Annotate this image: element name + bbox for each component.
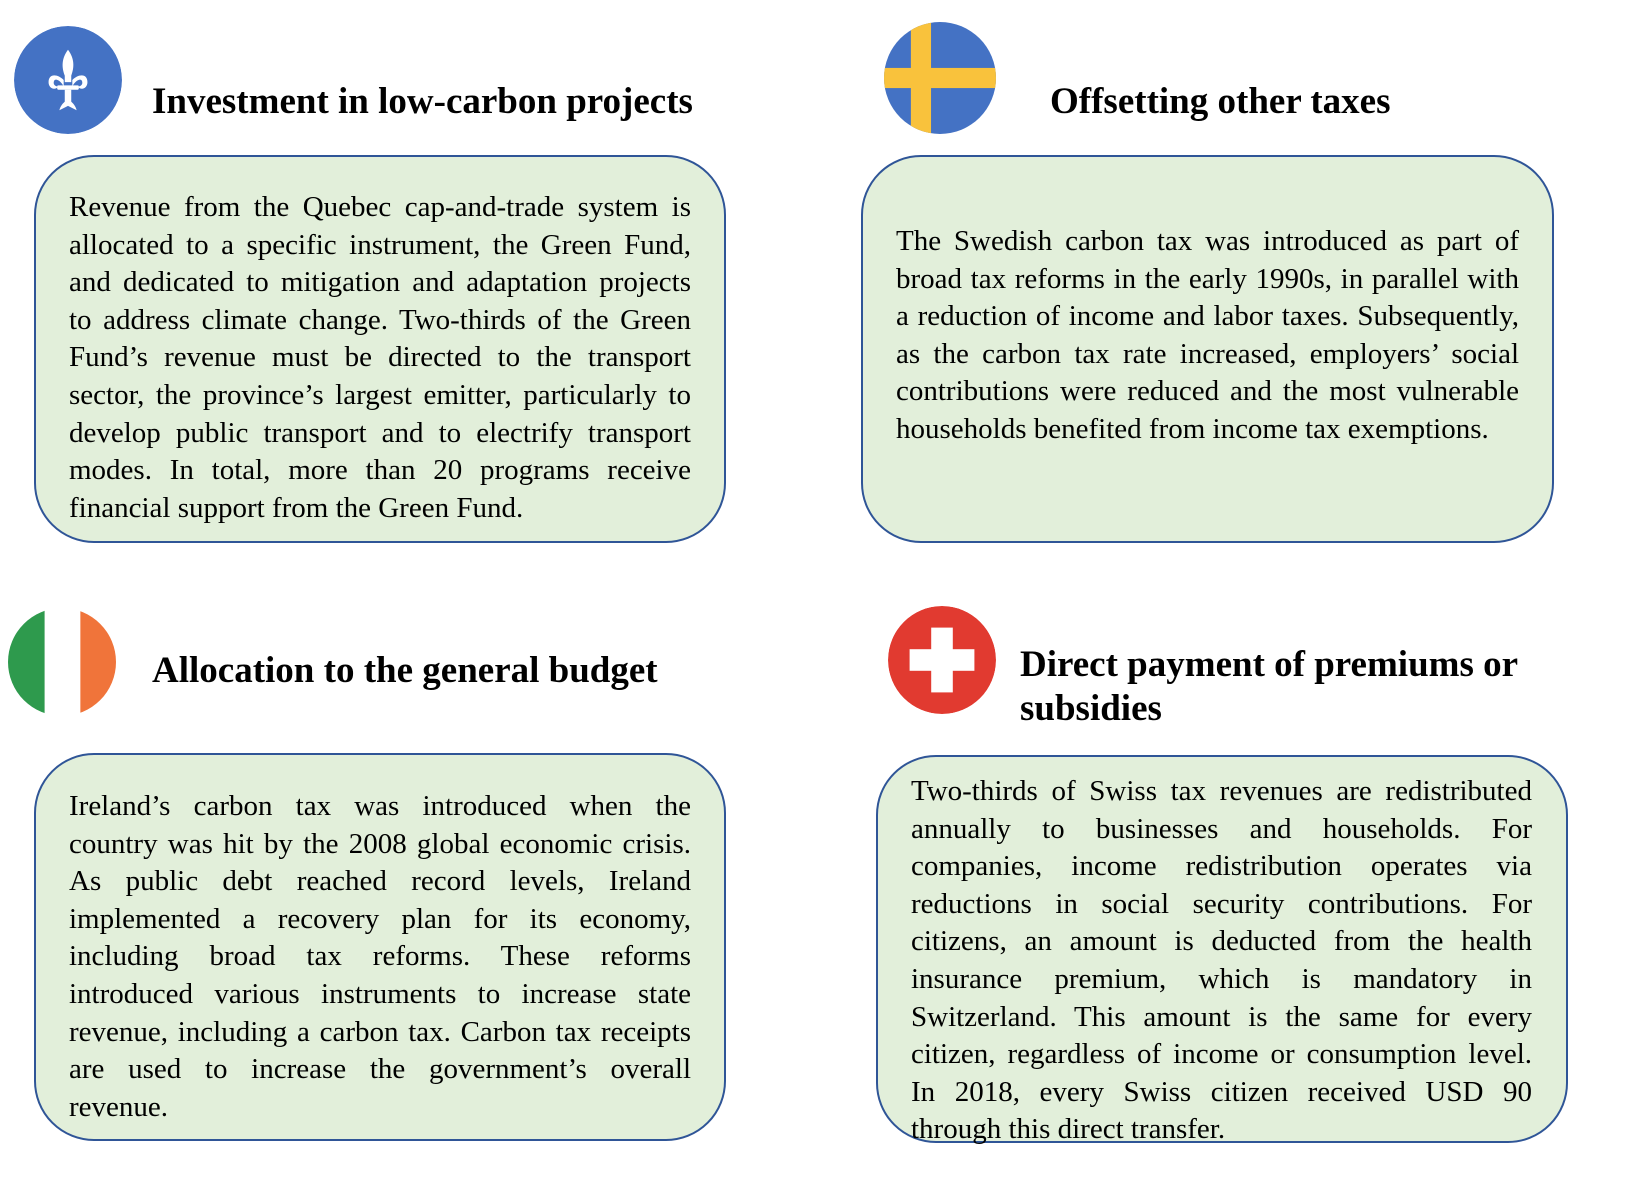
panel-heading-sweden: Offsetting other taxes <box>1050 81 1391 122</box>
sweden-flag-icon <box>884 22 996 134</box>
panel-body-ireland: Ireland’s carbon tax was introduced when the country was hit by the 2008 global economic crisis. As public debt reached record levels, Ireland implemented a recovery plan for its economy, including broad tax reforms. These reforms introduced various instruments to increase state revenue, including a carbon tax. Carbon tax receipts are used to increase the government’s overall revenue. <box>69 790 691 1123</box>
panel-body-sweden: The Swedish carbon tax was introduced as part of broad tax reforms in the early 1990s, in parallel with a reduction of income and labor taxes. Subsequently, as the carbon tax rate increased, employers’ social contributions were reduced and the most vulnerable households benefited from income tax exemptions. <box>896 225 1519 445</box>
quebec-flag-icon <box>14 26 122 134</box>
switzerland-flag-icon <box>888 606 996 714</box>
panel-heading-ireland: Allocation to the general budget <box>152 650 658 691</box>
text-box-sweden <box>861 155 1554 543</box>
text-box-ireland <box>34 753 726 1141</box>
panel-body-quebec: Revenue from the Quebec cap-and-trade system is allocated to a specific instrument, the Green Fund, and dedicated to mitigation and adaptation projects to address climate change. Two-thirds of the Green Fund’s revenue must be directed to the transport sector, the province’s largest emitter, particularly to develop public transport and to electrify transport modes. In total, more than 20 programs receive financial support from the Green Fund. <box>69 191 691 524</box>
text-box-quebec <box>34 155 726 543</box>
panel-body-switzerland: Two-thirds of Swiss tax revenues are redistributed annually to businesses and households. For companies, income redistribution operates via reductions in social security contributions. For citizens, an amount is deducted from the health insurance premium, which is mandatory in Switzerland. This amount is the same for every citizen, regardless of income or consumption level. In 2018, every Swiss citizen received USD 90 through this direct transfer. <box>911 775 1532 1146</box>
panel-heading-switzerland: Direct payment of premiums or subsidies <box>1020 644 1518 729</box>
text-box-switzerland <box>876 755 1568 1146</box>
panel-heading-quebec: Investment in low-carbon projects <box>152 81 693 122</box>
ireland-flag-icon <box>8 608 116 716</box>
